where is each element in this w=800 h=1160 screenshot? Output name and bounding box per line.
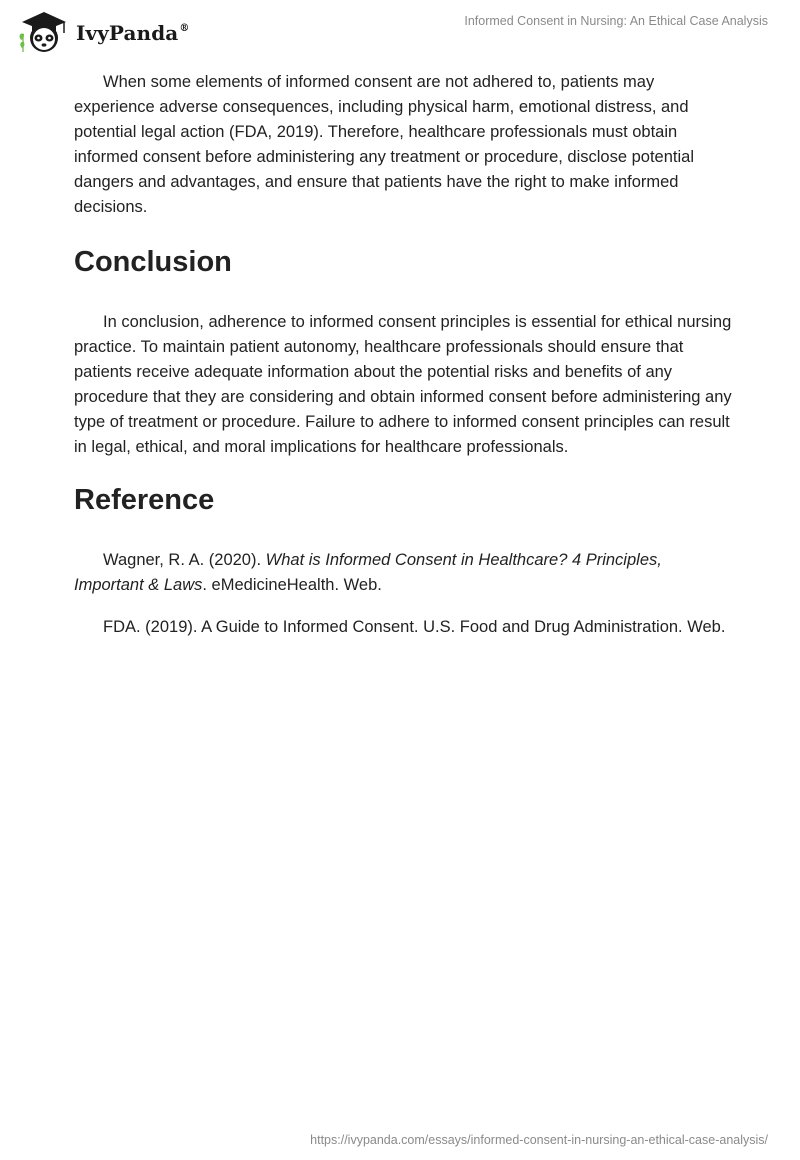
essay-body [74, 70, 734, 640]
reference-author: Wagner, R. A. (2020). [103, 551, 266, 569]
conclusion-paragraph: In conclusion, adherence to informed consent principles is essential for ethical nursing practice. To maintain patient autonomy, healthcare professionals should ensure that patients receive adequate information about the potential risks and benefits of any procedure that they are considering and obtain informed consent before administering any type of treatment or procedure. Failure to adhere to informed consent principles can result in legal, ethical, and moral implications for healthcare professionals. [74, 313, 732, 456]
reference-source: . eMedicineHealth. Web. [202, 576, 382, 594]
intro-paragraph: When some elements of informed consent are not adhered to, patients may experience adverse consequences, including physical harm, emotional distress, and potential legal action (FDA, 2019). Therefore, healthcare professionals must obtain informed consent before administering any treatment or procedure, disclose potential dangers and advantages, and ensure that patients have the right to make informed decisions. [74, 73, 695, 216]
reference-entry: FDA. (2019). A Guide to Informed Consent. U.S. Food and Drug Administration. Web. [103, 618, 726, 636]
page-header [0, 0, 800, 62]
brand-name [76, 21, 189, 45]
brand-name-text: IvyPanda [76, 21, 179, 45]
reference-entry [74, 548, 734, 598]
reference-heading: Reference [74, 484, 215, 516]
document-title: Informed Consent in Nursing: An Ethical Case Analysis [464, 14, 768, 28]
registered-mark: ® [179, 23, 190, 34]
reference-title: What is Informed Consent in Healthcare? 4 Principles, Important & Laws [74, 551, 662, 594]
panda-graduate-icon [16, 8, 68, 54]
conclusion-heading: Conclusion [74, 246, 232, 278]
source-url[interactable]: https://ivypanda.com/essays/informed-consent-in-nursing-an-ethical-case-analysis/ [310, 1133, 768, 1147]
ivypanda-logo[interactable] [16, 8, 189, 54]
